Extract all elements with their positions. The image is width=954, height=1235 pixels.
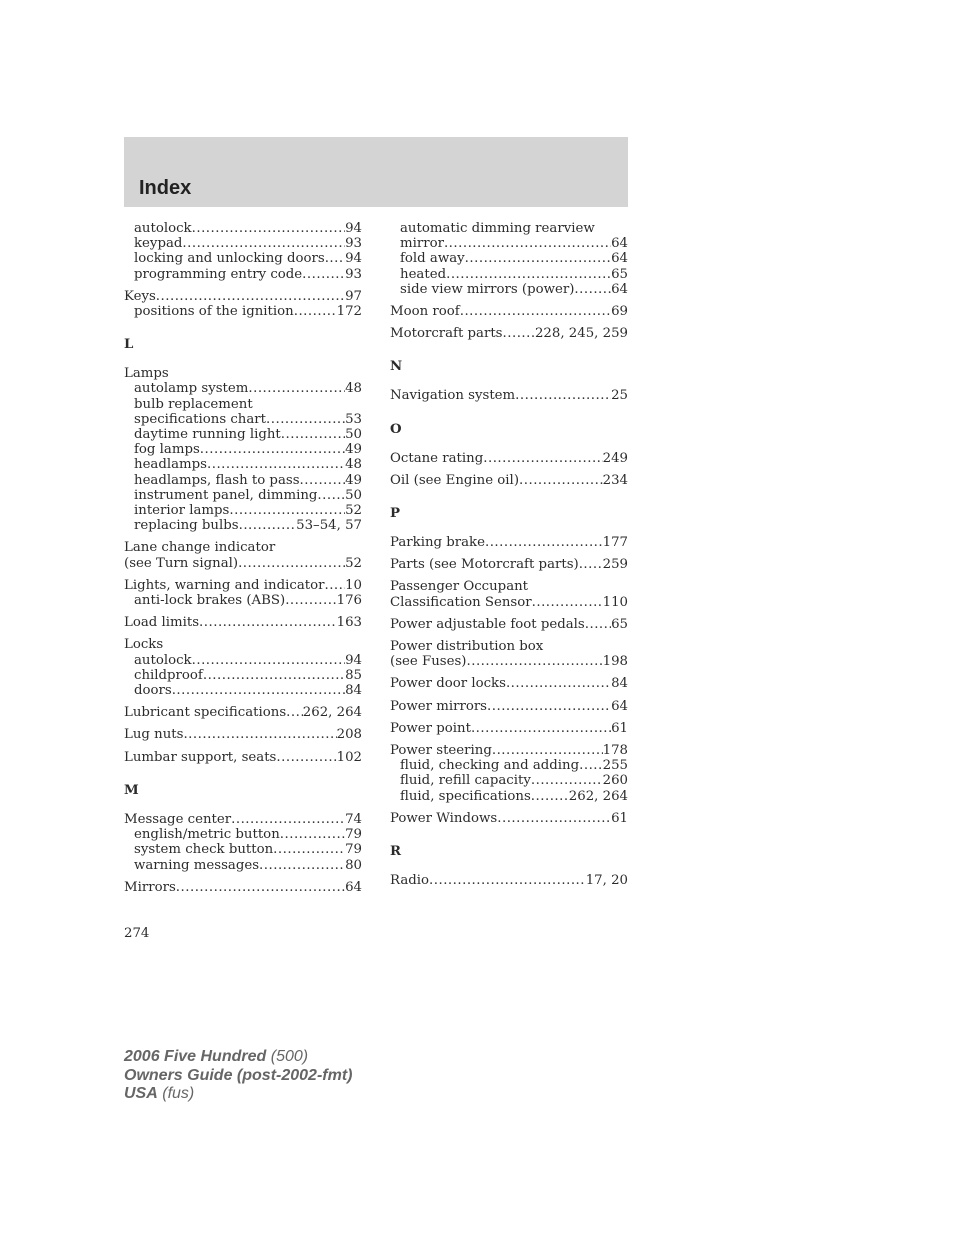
index-entry — [124, 427, 362, 442]
entry-page: 110 — [602, 594, 628, 610]
entry-term: doors — [134, 683, 172, 699]
index-entry — [390, 535, 628, 550]
entry-term: keypad — [134, 236, 183, 252]
entry-term: Keys — [124, 288, 156, 304]
entry-page: 79 — [345, 842, 362, 858]
entry-page: 65 — [611, 266, 628, 282]
index-heading: Power distribution box — [390, 639, 544, 655]
entry-term: Mirrors — [124, 879, 176, 895]
entry-page: 208 — [336, 727, 362, 743]
index-entry — [124, 827, 362, 842]
index-entry — [390, 236, 628, 251]
index-heading: Passenger Occupant — [390, 579, 529, 595]
entry-term: Motorcraft parts — [390, 326, 503, 342]
entry-page: 93 — [345, 266, 362, 282]
entry-term: Load limits — [124, 615, 200, 631]
entry-term: Moon roof — [390, 304, 460, 320]
entry-term: locking and unlocking doors — [134, 251, 325, 267]
entry-term: fluid, checking and adding — [400, 758, 580, 774]
entry-page: 249 — [602, 450, 628, 466]
index-entry — [124, 842, 362, 857]
index-entry — [124, 593, 362, 608]
index-entry — [124, 412, 362, 427]
footer-model: 2006 Five Hundred — [124, 1048, 267, 1065]
index-entry — [390, 811, 628, 826]
index-entry — [124, 705, 362, 720]
index-heading: Lamps — [124, 366, 169, 382]
entry-page: 79 — [345, 827, 362, 843]
entry-term: Lights, warning and indicator — [124, 577, 325, 593]
entry-term: Parts (see Motorcraft parts) — [390, 557, 579, 573]
index-entry — [124, 251, 362, 266]
index-heading: Lane change indicator — [124, 540, 276, 556]
entry-term: fold away — [400, 251, 465, 267]
entry-page: 48 — [345, 381, 362, 397]
entry-term: Power door locks — [390, 676, 506, 692]
index-entry — [124, 289, 362, 304]
footer-market-code: (fus) — [162, 1085, 195, 1102]
index-entry — [124, 615, 362, 630]
index-entry — [390, 595, 628, 610]
index-entry — [124, 750, 362, 765]
entry-page: 262, 264 — [302, 705, 362, 721]
entry-page: 25 — [611, 388, 628, 404]
index-entry — [390, 617, 628, 632]
entry-page: 97 — [345, 288, 362, 304]
entry-page: 172 — [336, 304, 362, 320]
index-entry — [124, 812, 362, 827]
entry-page: 10 — [345, 577, 362, 593]
section-letter: M — [124, 782, 139, 798]
index-entry — [390, 388, 628, 403]
entry-term: autolock — [134, 652, 192, 668]
entry-page: 163 — [336, 615, 362, 631]
entry-term: english/metric button — [134, 827, 280, 843]
index-entry — [124, 668, 362, 683]
entry-term: replacing bulbs — [134, 518, 239, 534]
entry-page: 65 — [611, 616, 628, 632]
entry-page: 64 — [611, 281, 628, 297]
index-entry — [124, 381, 362, 396]
footer-line-2 — [124, 1067, 352, 1086]
page-title: Index — [139, 177, 192, 199]
entry-term: Navigation system — [390, 388, 516, 404]
entry-page: 69 — [611, 304, 628, 320]
entry-term: warning messages — [134, 857, 260, 873]
entry-page: 234 — [602, 472, 628, 488]
section-letter: L — [124, 337, 134, 353]
entry-term: interior lamps — [134, 503, 230, 519]
entry-term: (see Turn signal) — [124, 555, 239, 571]
entry-term: Power steering — [390, 743, 492, 759]
entry-term: Lumbar support, seats — [124, 749, 277, 765]
index-entry — [390, 721, 628, 736]
entry-term: Radio — [390, 873, 430, 889]
index-entry — [124, 457, 362, 472]
entry-page: 53–54, 57 — [296, 518, 362, 534]
section-letter: N — [390, 359, 403, 375]
index-column-right — [390, 221, 628, 888]
entry-term: Parking brake — [390, 535, 485, 551]
entry-term: Oil (see Engine oil) — [390, 472, 520, 488]
entry-term: anti-lock brakes (ABS) — [134, 593, 286, 609]
footer-model-code: (500) — [270, 1048, 309, 1065]
entry-page: 80 — [345, 857, 362, 873]
entry-term: positions of the ignition — [134, 304, 294, 320]
index-entry — [124, 503, 362, 518]
entry-page: 228, 245, 259 — [534, 326, 628, 342]
entry-term: fluid, specifications — [400, 788, 531, 804]
index-heading: Locks — [124, 637, 164, 653]
index-column-left — [124, 221, 362, 895]
index-entry — [124, 880, 362, 895]
entry-term: heated — [400, 266, 447, 282]
index-entry — [124, 578, 362, 593]
entry-page: 49 — [345, 442, 362, 458]
index-entry — [124, 683, 362, 698]
index-entry — [390, 743, 628, 758]
index-entry — [124, 442, 362, 457]
entry-page: 84 — [611, 676, 628, 692]
index-entry — [390, 873, 628, 888]
index-entry — [124, 221, 362, 236]
index-entry — [124, 267, 362, 282]
entry-page: 176 — [336, 593, 362, 609]
index-entry — [124, 858, 362, 873]
entry-page: 94 — [345, 221, 362, 236]
entry-term: Octane rating — [390, 450, 484, 466]
entry-term: fluid, refill capacity — [400, 773, 531, 789]
index-entry — [390, 451, 628, 466]
entry-page: 259 — [602, 557, 628, 573]
entry-page: 177 — [602, 535, 628, 551]
entry-term: autolock — [134, 221, 192, 236]
index-entry — [390, 557, 628, 572]
entry-page: 49 — [345, 472, 362, 488]
entry-page: 64 — [611, 251, 628, 267]
index-entry — [124, 488, 362, 503]
entry-term: headlamps — [134, 457, 207, 473]
entry-term: Classification Sensor — [390, 594, 532, 610]
index-entry — [390, 473, 628, 488]
index-entry — [124, 653, 362, 668]
entry-term: specifications chart — [134, 411, 267, 427]
entry-page: 48 — [345, 457, 362, 473]
entry-term: autolamp system — [134, 381, 249, 397]
entry-page: 94 — [345, 652, 362, 668]
entry-term: (see Fuses) — [390, 654, 467, 670]
entry-page: 198 — [602, 654, 628, 670]
entry-page: 93 — [345, 236, 362, 252]
entry-term: mirror — [400, 236, 444, 252]
footer-line-3 — [124, 1085, 352, 1104]
section-letter: O — [390, 421, 402, 437]
entry-term: side view mirrors (power) — [400, 281, 575, 297]
entry-term: instrument panel, dimming — [134, 487, 318, 503]
index-entry — [390, 654, 628, 669]
index-entry — [390, 789, 628, 804]
entry-page: 61 — [611, 810, 628, 826]
index-entry — [124, 518, 362, 533]
entry-page: 74 — [345, 811, 362, 827]
index-subheading: bulb replacement — [134, 396, 253, 412]
entry-page: 85 — [345, 667, 362, 683]
index-entry — [124, 556, 362, 571]
entry-page: 102 — [336, 749, 362, 765]
entry-page: 260 — [602, 773, 628, 789]
entry-term: Lubricant specifications — [124, 705, 287, 721]
entry-page: 50 — [345, 427, 362, 443]
entry-page: 262, 264 — [568, 788, 628, 804]
entry-page: 178 — [602, 743, 628, 759]
index-entry — [390, 267, 628, 282]
index-subheading: automatic dimming rearview — [400, 221, 595, 236]
section-letter: P — [390, 506, 400, 522]
index-entry — [124, 727, 362, 742]
entry-page: 61 — [611, 720, 628, 736]
index-entry — [390, 304, 628, 319]
entry-term: childproof — [134, 667, 203, 683]
index-entry — [390, 282, 628, 297]
entry-term: fog lamps — [134, 442, 200, 458]
entry-page: 255 — [602, 758, 628, 774]
index-entry — [390, 326, 628, 341]
entry-term: Power Windows — [390, 810, 498, 826]
entry-page: 53 — [345, 411, 362, 427]
index-entry — [124, 473, 362, 488]
entry-term: daytime running light — [134, 427, 281, 443]
header-bar — [124, 137, 628, 207]
entry-term: Power point — [390, 720, 471, 736]
entry-page: 64 — [345, 879, 362, 895]
entry-page: 52 — [345, 555, 362, 571]
index-entry — [390, 773, 628, 788]
index-entry — [390, 251, 628, 266]
entry-term: programming entry code — [134, 266, 303, 282]
index-entry — [390, 758, 628, 773]
index-entry — [390, 676, 628, 691]
footer-market: USA — [124, 1085, 158, 1102]
entry-term: Message center — [124, 811, 232, 827]
entry-page: 52 — [345, 503, 362, 519]
index-entry — [390, 699, 628, 714]
entry-page: 94 — [345, 251, 362, 267]
entry-term: system check button — [134, 842, 274, 858]
entry-term: Power adjustable foot pedals — [390, 616, 585, 632]
entry-page: 64 — [611, 698, 628, 714]
entry-page: 84 — [345, 683, 362, 699]
section-letter: R — [390, 844, 402, 860]
entry-term: headlamps, flash to pass — [134, 472, 300, 488]
document-footer — [124, 1048, 352, 1104]
entry-page: 17, 20 — [585, 873, 628, 889]
footer-line-1 — [124, 1048, 352, 1067]
footer-guide: Owners Guide (post-2002-fmt) — [124, 1066, 353, 1084]
page-number: 274 — [124, 926, 150, 941]
entry-page: 50 — [345, 487, 362, 503]
entry-term: Power mirrors — [390, 698, 488, 714]
entry-term: Lug nuts — [124, 727, 184, 743]
index-entry — [124, 304, 362, 319]
entry-page: 64 — [611, 236, 628, 252]
index-entry — [124, 236, 362, 251]
